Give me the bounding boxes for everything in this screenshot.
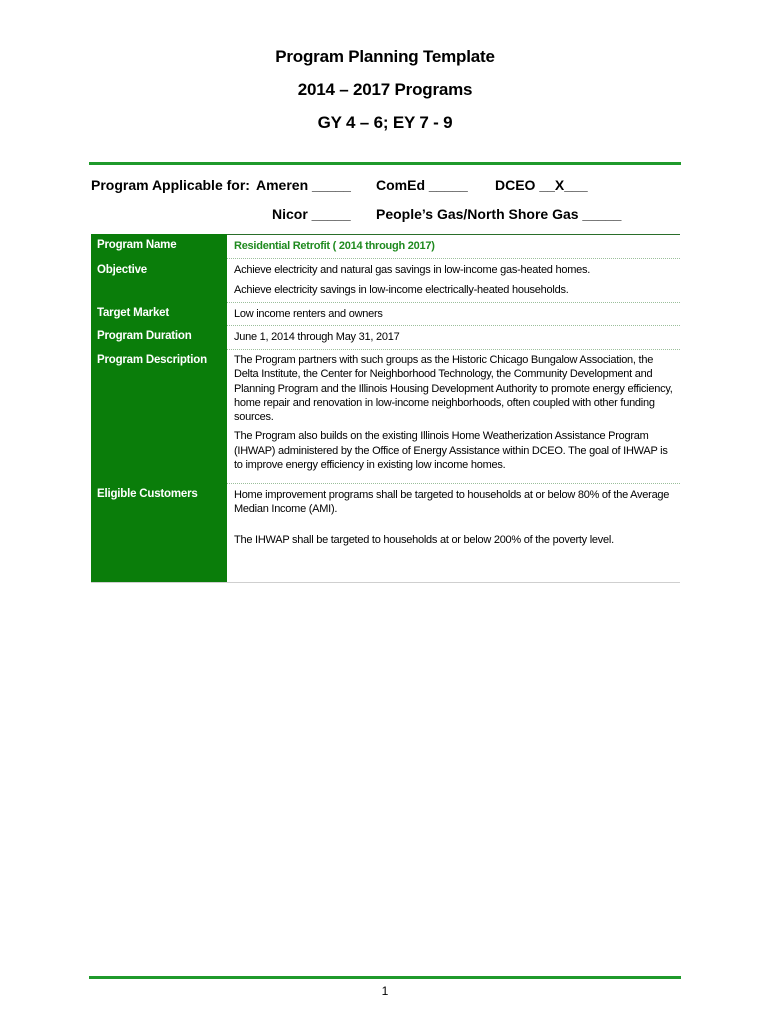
eligible-customers-value [227, 483, 680, 582]
table-row [91, 302, 680, 325]
table-row [91, 234, 680, 258]
program-name-label: Program Name [91, 234, 227, 258]
dceo-option: DCEO __X___ [495, 177, 588, 193]
objective-value [227, 258, 680, 302]
table-row [91, 349, 680, 483]
applicable-label: Program Applicable for: [91, 177, 250, 193]
eligible-paragraph-2: The IHWAP shall be targeted to households at or below 200% of the poverty level. [234, 533, 614, 546]
eligible-paragraph-1: Home improvement programs shall be targeted to households at or below 80% of the Average Median Income (AMI). [234, 489, 670, 516]
page-number: 1 [381, 984, 389, 998]
objective-label: Objective [91, 258, 227, 302]
eligible-customers-label: Eligible Customers [91, 483, 227, 582]
objective-line-1: Achieve electricity and natural gas savings in low-income gas-heated homes. [234, 264, 591, 276]
objective-line-2: Achieve electricity savings in low-income electrically-heated households. [234, 284, 569, 297]
document-title: Program Planning Template [275, 47, 495, 66]
nicor-option: Nicor _____ [272, 206, 351, 222]
table-bottom-border [91, 582, 680, 583]
bottom-divider [89, 976, 681, 979]
table-row [91, 325, 680, 349]
program-description-label: Program Description [91, 349, 227, 483]
top-divider [89, 162, 681, 165]
document-subtitle: 2014 – 2017 Programs [297, 80, 473, 99]
target-market-value: Low income renters and owners [234, 308, 383, 320]
program-duration-value: June 1, 2014 through May 31, 2017 [234, 331, 400, 343]
grant-years: GY 4 – 6; EY 7 - 9 [317, 113, 453, 132]
description-paragraph-2: The Program also builds on the existing Illinois Home Weatherization Assistance Program (IHWAP) administered by the Office of Energy Assistance within DCEO. The goal of IHWAP is to improve energy efficiency in existing low income homes. [234, 430, 668, 472]
target-market-label: Target Market [91, 302, 227, 325]
table-row [91, 483, 680, 582]
program-name-value: Residential Retrofit ( 2014 through 2017) [234, 240, 435, 252]
program-duration-label: Program Duration [91, 325, 227, 349]
description-paragraph-1: The Program partners with such groups as the Historic Chicago Bungalow Association, the Delta Institute, the Center for Neighborhood Technology, the Community Development and Planning Program and the Illinois Housing Development Authority to promote energy efficiency, home repair and renovation in low-income neighborhoods, often coupled with other funding sources. [234, 354, 673, 424]
comed-option: ComEd _____ [376, 177, 468, 193]
ameren-option: Ameren _____ [256, 177, 351, 193]
peoples-gas-option: People’s Gas/North Shore Gas _____ [376, 206, 622, 222]
table-row [91, 258, 680, 302]
program-description-value [227, 349, 680, 483]
